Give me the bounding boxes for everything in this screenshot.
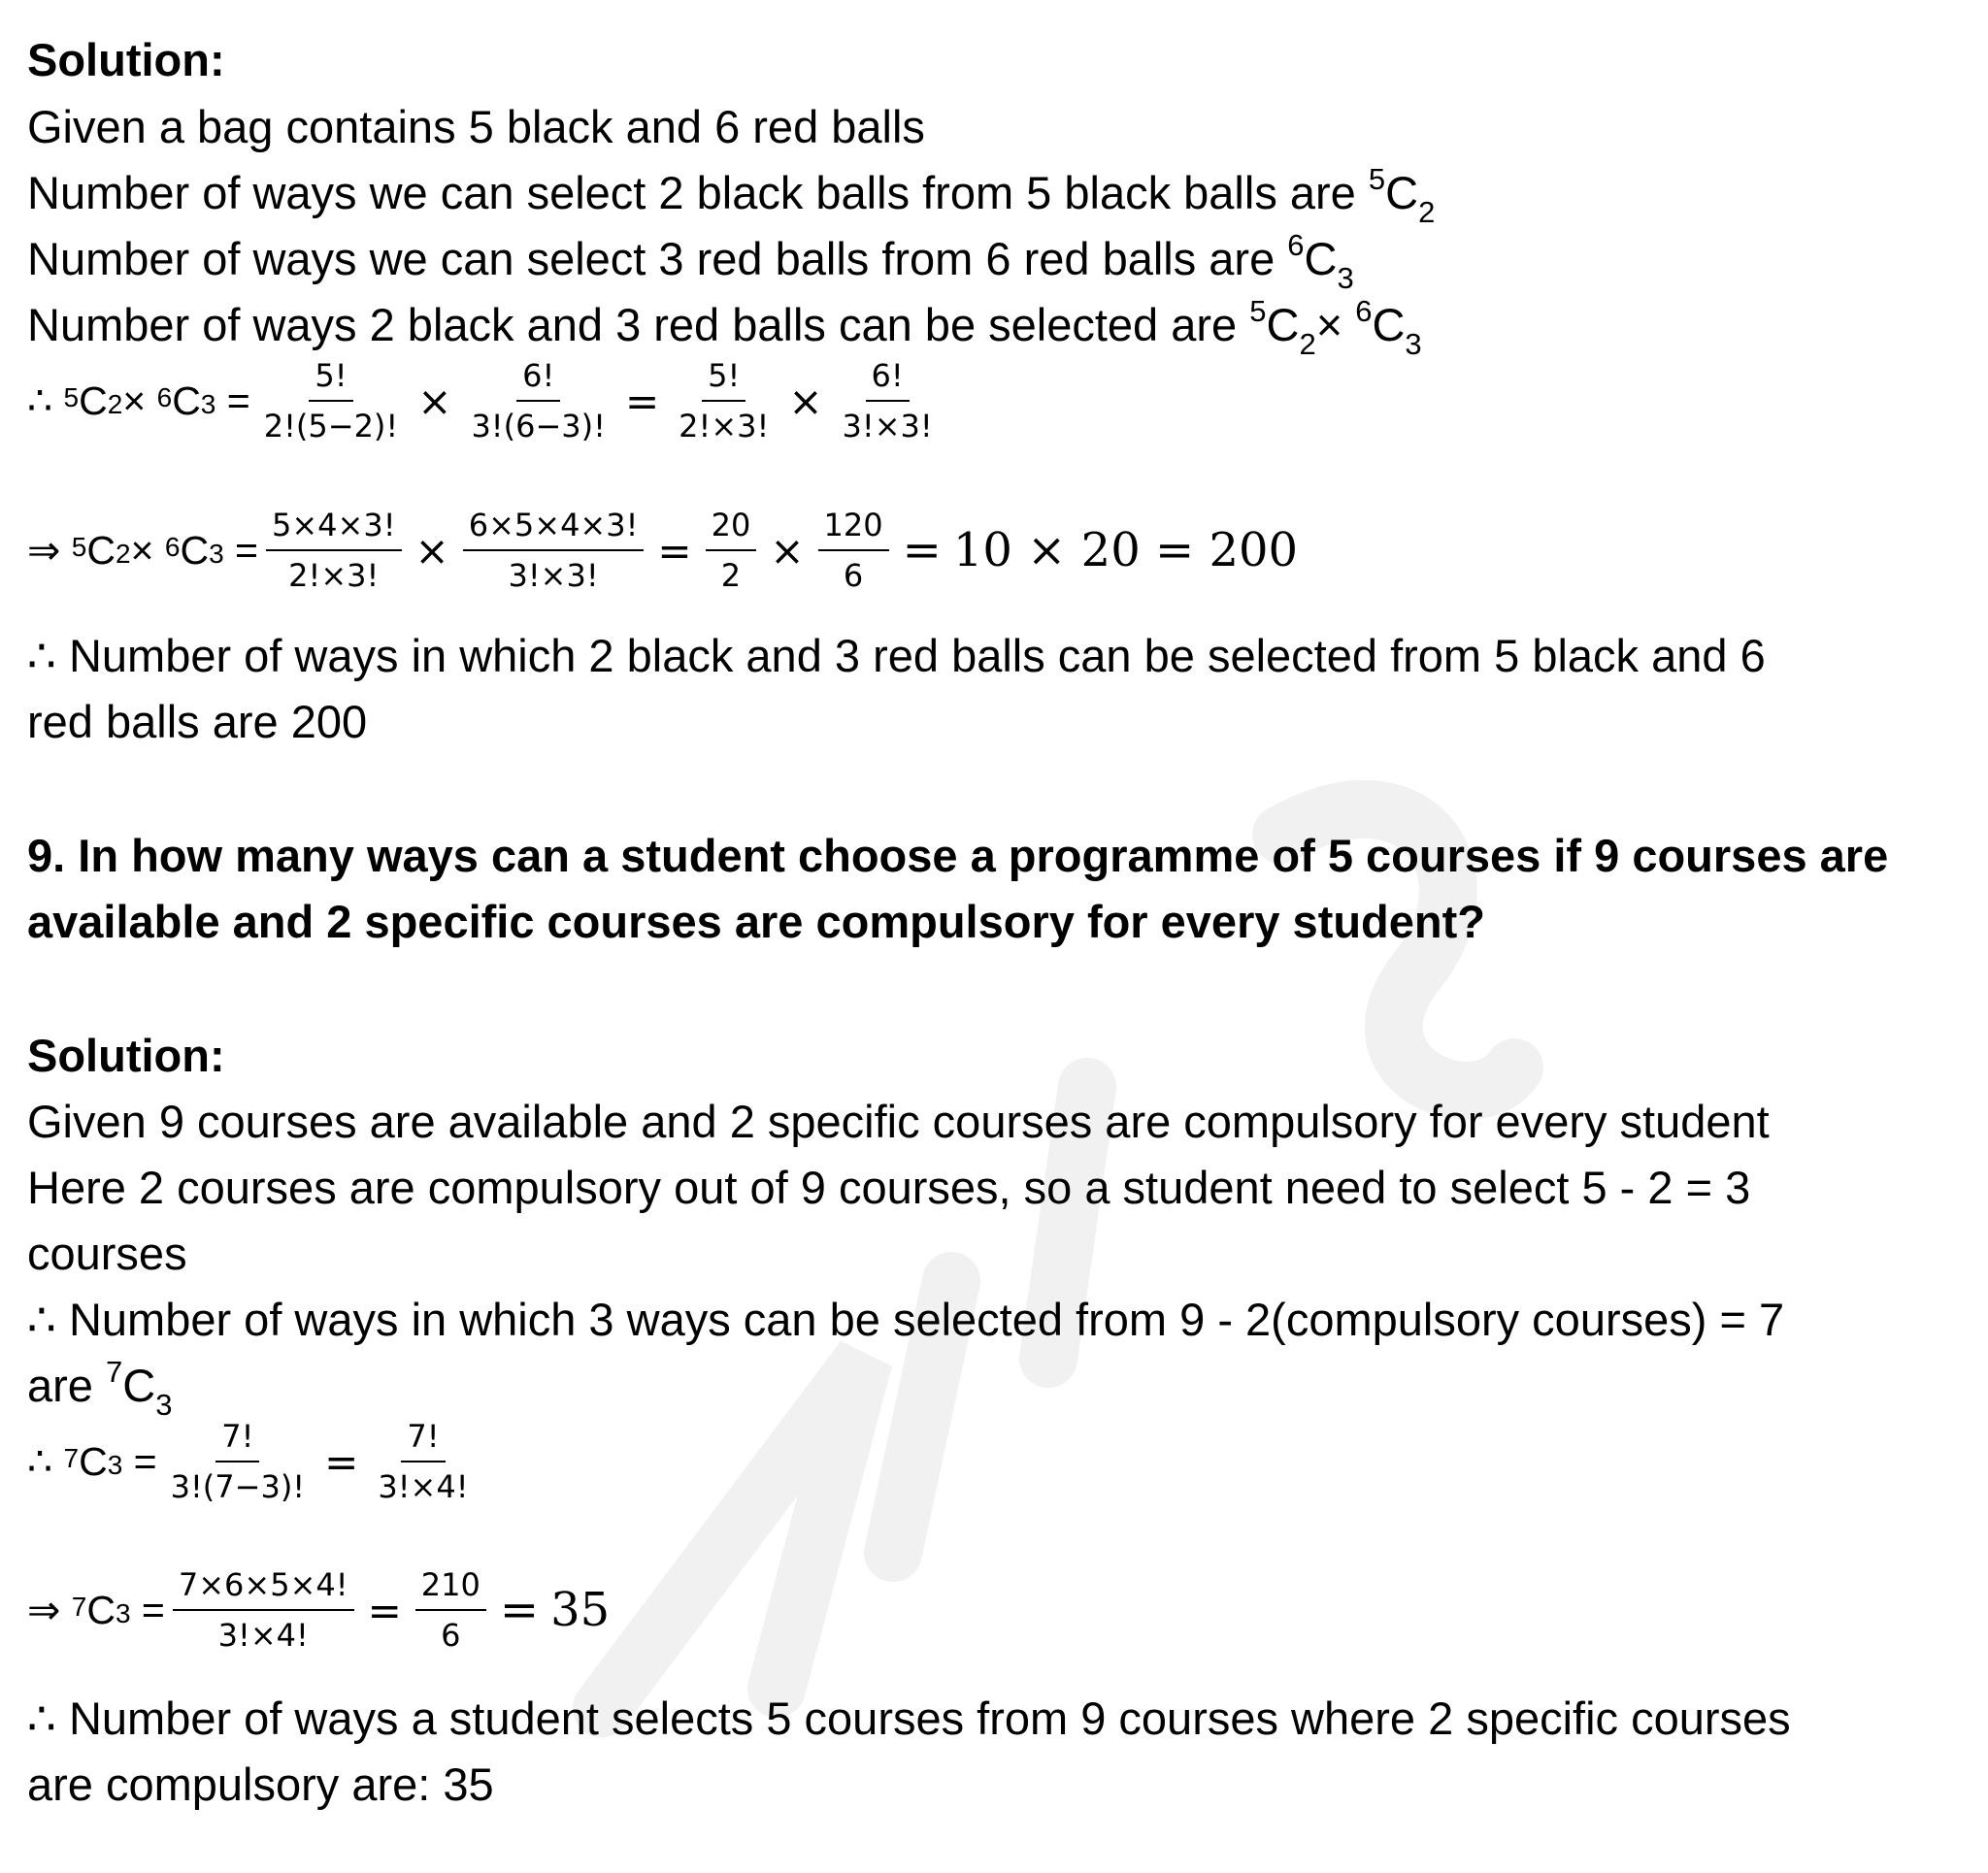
equals-operator: = <box>902 523 942 577</box>
equals-operator: = <box>657 526 692 575</box>
fraction <box>463 507 645 594</box>
fraction <box>258 357 405 444</box>
combination-symbol: C <box>1266 299 1300 350</box>
sub: 3 <box>155 1388 173 1423</box>
question-9-line-1: 9. In how many ways can a student choose a programme of 5 courses if 9 courses are <box>27 830 1889 881</box>
conclusion-line-2: red balls are 200 <box>27 696 368 747</box>
conclusion-line-1: ∴ Number of ways a student selects 5 courses from 9 courses where 2 specific courses <box>27 1692 1791 1744</box>
sub: 3 <box>1405 327 1422 362</box>
numerator: 7! <box>401 1418 445 1462</box>
combination-symbol: C <box>79 1438 108 1484</box>
times-operator: × <box>414 526 449 575</box>
sup: 5 <box>1249 294 1267 329</box>
numerator: 5! <box>702 357 746 402</box>
denominator: 6 <box>843 557 864 594</box>
fraction <box>706 507 757 594</box>
numerator: 6×5×4×3! <box>463 507 645 551</box>
equation-3 <box>27 1418 482 1505</box>
therefore-symbol: ∴ <box>27 378 53 423</box>
sub: 2 <box>1299 327 1316 362</box>
equals-operator: = <box>499 1583 540 1637</box>
denominator: 3!×3! <box>508 557 599 594</box>
solution-heading: Solution: <box>27 34 225 85</box>
fraction <box>673 357 775 444</box>
red-balls-ways <box>27 226 1354 296</box>
fraction <box>818 507 889 594</box>
equals-operator: = <box>324 1437 359 1486</box>
selection-ways-cont <box>27 1353 173 1423</box>
text: are <box>27 1360 106 1411</box>
equation-1 <box>27 357 946 444</box>
denominator: 2!(5−2)! <box>263 408 399 444</box>
implies-symbol: ⇒ <box>27 528 61 573</box>
given-statement: Given 9 courses are available and 2 specific courses are compulsory for every student <box>27 1096 1770 1147</box>
combination-symbol: C <box>86 527 116 573</box>
numerator: 5×4×3! <box>266 507 402 551</box>
numerator: 120 <box>818 507 889 551</box>
combined-ways <box>27 292 1422 362</box>
given-statement: Given a bag contains 5 black and 6 red balls <box>27 101 925 152</box>
text: Number of ways 2 black and 3 red balls can be selected are <box>27 299 1250 350</box>
equation-lhs: ⇒ $^7$ C $_3$ = <box>27 1587 165 1632</box>
combination-symbol: C <box>172 378 201 423</box>
denominator: 3!(6−3)! <box>471 408 606 444</box>
conclusion-line-1: ∴ Number of ways in which 2 black and 3 red balls can be selected from 5 black and 6 <box>27 630 1766 681</box>
numerator: 6! <box>866 357 910 402</box>
fraction <box>165 1418 312 1505</box>
times-operator: × <box>417 377 452 425</box>
equation-lhs: ⇒ $^5$ C $_2$ × $^6$ C $_3$ = <box>27 527 258 573</box>
denominator: 2!×3! <box>288 557 380 594</box>
selection-ways: ∴ Number of ways in which 3 ways can be selected from 9 - 2(compulsory courses) = 7 <box>27 1294 1785 1345</box>
times: × <box>1315 299 1356 350</box>
denominator: 2!×3! <box>679 408 770 444</box>
equation-lhs: ∴ $^7$ C $_3$ = <box>27 1438 157 1484</box>
numerator: 7×6×5×4! <box>173 1566 354 1611</box>
combination-symbol: C <box>1304 233 1338 284</box>
denominator: 3!(7−3)! <box>170 1468 306 1505</box>
numerator: 7! <box>215 1418 259 1462</box>
sup: 7 <box>106 1355 123 1390</box>
sub: 2 <box>1418 195 1436 230</box>
equals-operator: = <box>367 1586 402 1634</box>
denominator: 3!×4! <box>217 1617 309 1654</box>
sup: 6 <box>1355 294 1373 329</box>
sub: 3 <box>1337 261 1354 296</box>
combination-symbol: C <box>79 378 108 423</box>
black-balls-ways <box>27 160 1436 230</box>
numerator: 20 <box>706 507 757 551</box>
equation-4 <box>27 1566 615 1654</box>
denominator: 2 <box>720 557 742 594</box>
combination-symbol: C <box>1385 167 1419 218</box>
equation-result: 35 <box>550 1583 611 1637</box>
text: Number of ways we can select 2 black balls from 5 black balls are <box>27 167 1369 218</box>
fraction <box>266 507 402 594</box>
equation-result: 10 × 20 = 200 <box>952 523 1299 577</box>
fraction <box>837 357 939 444</box>
combination-symbol: C <box>180 527 210 573</box>
solution-heading: Solution: <box>27 1030 225 1081</box>
fraction <box>173 1566 354 1654</box>
numerator: 5! <box>309 357 352 402</box>
numerator: 210 <box>415 1566 486 1611</box>
sup: 6 <box>1287 228 1305 263</box>
sup: 5 <box>1368 162 1386 197</box>
equation-2 <box>27 507 1304 594</box>
implies-symbol: ⇒ <box>27 1588 61 1632</box>
combination-symbol: C <box>1372 299 1406 350</box>
conclusion-line-2: are compulsory are: 35 <box>27 1758 494 1810</box>
equation-lhs: ∴ $^5$ C $_2$ × $^6$ C $_3$ = <box>27 378 250 423</box>
numerator: 6! <box>516 357 560 402</box>
fraction <box>465 357 612 444</box>
fraction <box>372 1418 474 1505</box>
denominator: 6 <box>441 1617 461 1654</box>
times-operator: × <box>770 526 805 575</box>
text: Number of ways we can select 3 red balls from 6 red balls are <box>27 233 1288 284</box>
combination-symbol: C <box>122 1360 156 1411</box>
therefore-symbol: ∴ <box>27 1439 53 1484</box>
times-operator: × <box>788 377 823 425</box>
combination-symbol: C <box>86 1587 116 1632</box>
denominator: 3!×4! <box>378 1468 469 1505</box>
denominator: 3!×3! <box>842 408 933 444</box>
question-9-line-2: available and 2 specific courses are compulsory for every student? <box>27 896 1485 947</box>
equals-operator: = <box>624 377 660 425</box>
compulsory-note-cont: courses <box>27 1228 187 1279</box>
fraction <box>415 1566 486 1654</box>
compulsory-note: Here 2 courses are compulsory out of 9 courses, so a student need to select 5 - 2 = 3 <box>27 1162 1751 1213</box>
